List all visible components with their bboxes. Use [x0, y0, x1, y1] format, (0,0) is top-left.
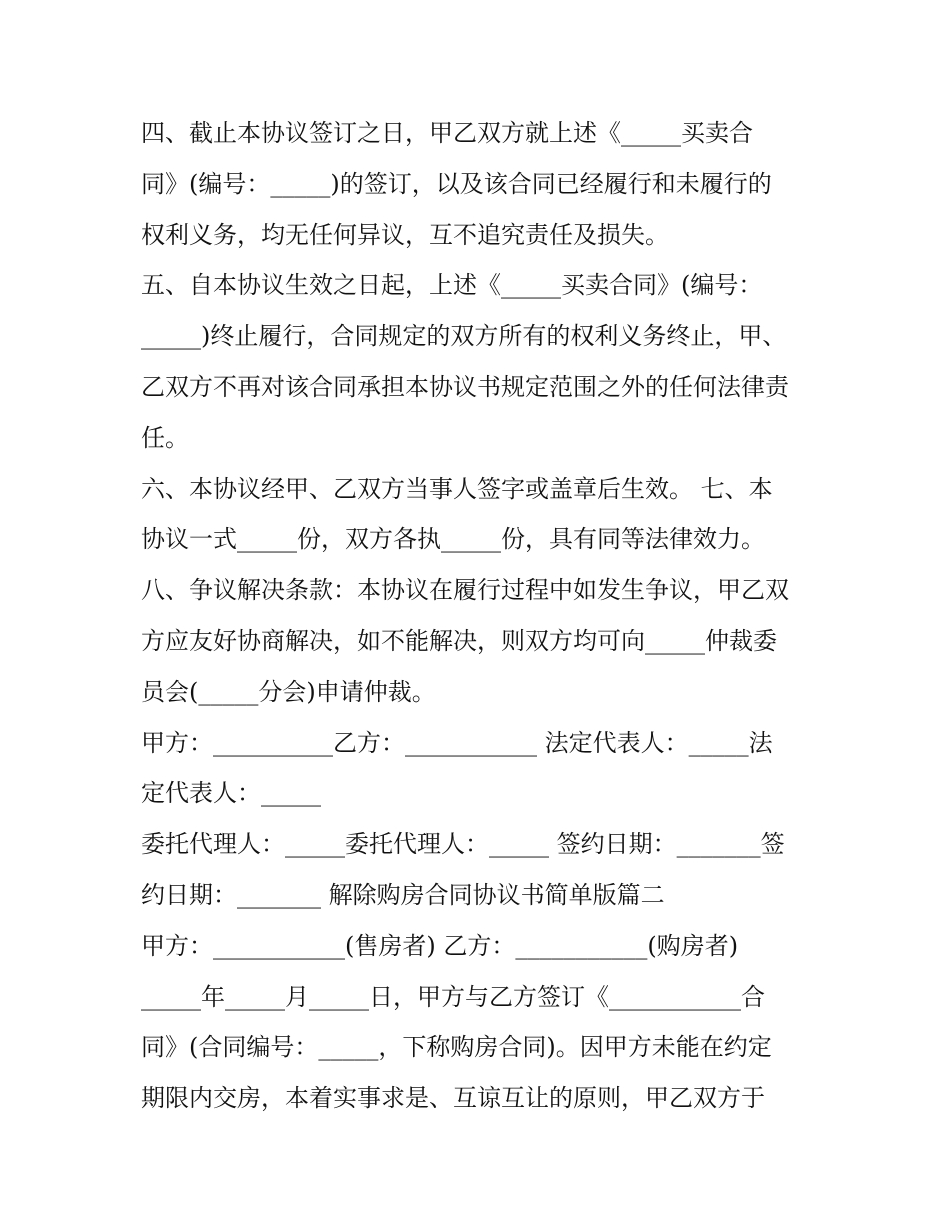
text-line: 乙双方不再对该合同承担本协议书规定范围之外的任何法律责: [141, 372, 789, 401]
text-line: 甲方：__________乙方：___________ 法定代表人：_____法: [141, 728, 773, 757]
text-line: 权利义务，均无任何异议，互不追究责任及损失。: [141, 220, 669, 249]
text-line: 期限内交房，本着实事求是、互谅互让的原则，甲乙双方于: [141, 1084, 765, 1113]
document-body: [141, 108, 821, 1124]
text-line: 四、截止本协议签订之日，甲乙双方就上述《_____买卖合: [141, 119, 753, 147]
text-line: 同》(合同编号：_____，下称购房合同)。因甲方未能在约定: [141, 1033, 772, 1062]
text-line: _____年_____月_____日，甲方与乙方签订《___________合: [141, 982, 765, 1011]
text-line: 定代表人：_____: [141, 779, 321, 808]
text-line: 六、本协议经甲、乙双方当事人签字或盖章后生效。 七、本: [141, 474, 773, 503]
text-line: 协议一式_____份，双方各执_____份，具有同等法律效力。: [141, 525, 765, 554]
text-line: 委托代理人：_____委托代理人：_____ 签约日期：_______签: [141, 830, 785, 859]
text-line: 八、争议解决条款：本协议在履行过程中如发生争议，甲乙双: [141, 576, 789, 605]
text-line: 任。: [141, 423, 189, 452]
text-line: 约日期：_______ 解除购房合同协议书简单版篇二: [141, 880, 665, 909]
text-line: _____)终止履行，合同规定的双方所有的权利义务终止，甲、: [141, 322, 787, 351]
text-line: 员会(_____分会)申请仲裁。: [141, 677, 436, 706]
text-line: 方应友好协商解决，如不能解决，则双方均可向_____仲裁委: [141, 626, 777, 655]
text-line: 甲方：___________(售房者) 乙方：___________(购房者): [141, 931, 739, 960]
text-line: 同》(编号：_____)的签订，以及该合同已经履行和未履行的: [141, 169, 772, 198]
text-line: 五、自本协议生效之日起，上述《_____买卖合同》(编号：: [141, 271, 763, 300]
